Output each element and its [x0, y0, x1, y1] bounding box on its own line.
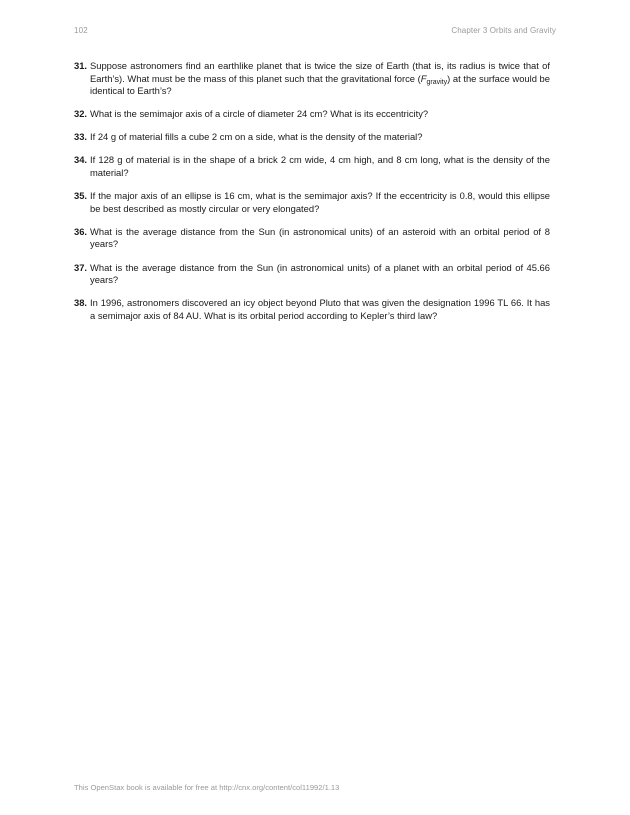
exercise-item [74, 297, 550, 322]
exercise-item [74, 226, 550, 251]
exercise-text: If 128 g of material is in the shape of a brick 2 cm wide, 4 cm high, and 8 cm long, what is the density of the material? [90, 154, 550, 179]
exercise-number: 35. [74, 190, 88, 202]
exercise-text: What is the average distance from the Sun (in astronomical units) of a planet with an orbital period of 45.66 years? [90, 261, 550, 286]
exercise-text: If 24 g of material fills a cube 2 cm on a side, what is the density of the material? [90, 131, 423, 143]
running-head: Chapter 3 Orbits and Gravity [451, 26, 556, 35]
exercise-item [74, 190, 550, 215]
exercise-list [74, 60, 550, 333]
exercise-item [74, 108, 550, 121]
exercise-number: 33. [74, 131, 88, 143]
exercise-text: In 1996, astronomers discovered an icy object beyond Pluto that was given the designation 1996 TL 66. It has a semimajor axis of 84 AU. What is its orbital period according to Kepler’s third law? [90, 297, 550, 321]
exercise-text: If the major axis of an ellipse is 16 cm, what is the semimajor axis? If the eccentricity is 0.8, would this ellipse be best described as mostly circular or very elongated? [90, 190, 550, 214]
exercise-text: What is the average distance from the Sun (in astronomical units) of an asteroid with an orbital period of 8 years? [90, 225, 550, 250]
exercise-item [74, 60, 550, 98]
exercise-item [74, 262, 550, 287]
force-subscript: gravity [426, 78, 448, 86]
footer-attribution: This OpenStax book is available for free at http://cnx.org/content/col11992/1.13 [74, 783, 340, 792]
exercise-number: 32. [74, 108, 88, 120]
exercise-number: 31. [74, 60, 88, 71]
exercise-number: 37. [74, 261, 88, 273]
page-number: 102 [74, 26, 88, 35]
exercise-number: 36. [74, 225, 88, 237]
force-symbol: F [420, 72, 427, 84]
exercise-number: 38. [74, 297, 88, 309]
exercise-item [74, 154, 550, 179]
exercise-text: What is the semimajor axis of a circle of diameter 24 cm? What is its eccentricity? [90, 108, 429, 120]
exercise-item [74, 131, 550, 144]
exercise-text: Suppose astronomers find an earthlike planet that is twice the size of Earth (that is, its radius is twice that of Earth’s). What must be the mass of this planet such that the gravitational force $(F_{gravity})$ at the surface would be identical to Earth’s? [90, 60, 550, 97]
exercise-number: 34. [74, 154, 88, 166]
